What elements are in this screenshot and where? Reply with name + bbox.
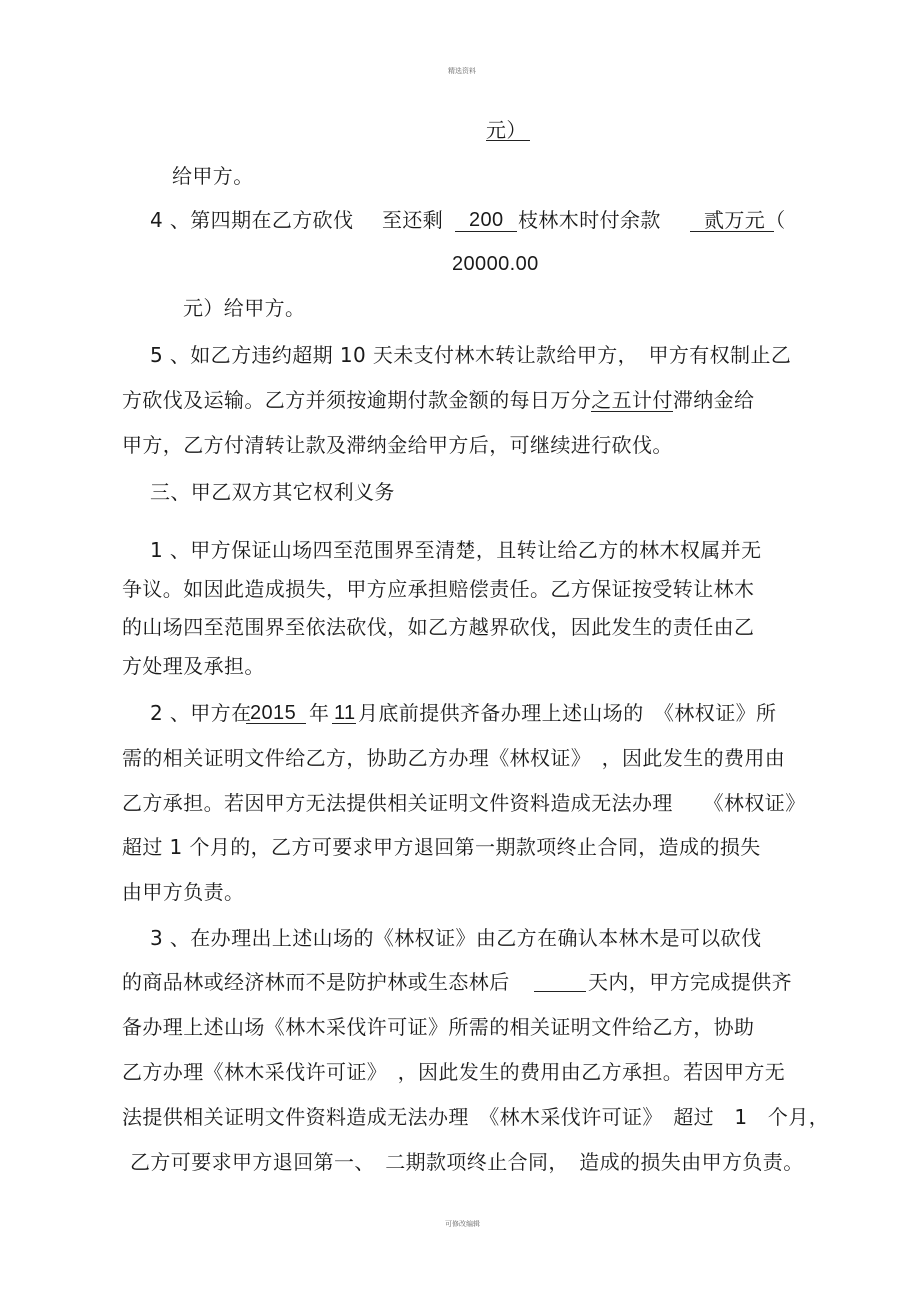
text-line xyxy=(122,388,754,412)
text-line: 元）给甲方。 xyxy=(183,296,306,320)
text-line: 枝林木时付余款 xyxy=(518,208,661,232)
text-line: 法提供相关证明文件资料造成无法办理 《林木采伐许可证》 超过 1 个月， xyxy=(122,1105,830,1129)
text-line: 5 、如乙方违约超期 10 天未支付林木转让款给甲方， 甲方有权制止乙 xyxy=(150,343,792,367)
text-line: 的商品林或经济林而不是防护林或生态林后 xyxy=(122,970,510,994)
filled-blank-value: 之五计付 xyxy=(591,388,673,412)
underline xyxy=(332,723,356,724)
text-line: 的山场四至范围界至依法砍伐，如乙方越界砍伐，因此发生的责任由乙 xyxy=(122,615,755,639)
text-line: 月底前提供齐备办理上述山场的 《林权证》所 xyxy=(358,701,777,725)
text-line: 备办理上述山场《林木采伐许可证》所需的相关证明文件给乙方，协助 xyxy=(122,1015,755,1039)
footer-note: 可修改编辑 xyxy=(445,1220,480,1228)
underline xyxy=(534,991,586,992)
text-line: 超过 1 个月的，乙方可要求甲方退回第一期款项终止合同，造成的损失 xyxy=(122,835,761,859)
filled-blank-value: 2015 xyxy=(250,702,297,724)
line-fragment: 方砍伐及运输。乙方并须按逾期付款金额的每日万分 xyxy=(122,388,592,412)
text-line: 4 、第四期在乙方砍伐 xyxy=(150,208,354,232)
text-line: 乙方办理《林木采伐许可证》 ，因此发生的费用由乙方承担。若因甲方无 xyxy=(122,1060,786,1084)
text-line: 甲方，乙方付清转让款及滞纳金给甲方后，可继续进行砍伐。 xyxy=(122,433,673,457)
section-heading: 三、甲乙双方其它权利义务 xyxy=(150,480,395,504)
text-line: 争议。如因此造成损失，甲方应承担赔偿责任。乙方保证按受转让林木 xyxy=(122,577,755,601)
filled-blank-value: 200 xyxy=(469,209,504,231)
text-line: 由甲方负责。 xyxy=(122,880,245,904)
underline xyxy=(455,231,517,232)
text-line xyxy=(486,118,527,142)
line-fragment: 滞纳金给 xyxy=(672,388,755,412)
text-line: 需的相关证明文件给乙方，协助乙方办理《林权证》 ，因此发生的费用由 xyxy=(122,746,786,770)
underline xyxy=(486,140,530,141)
text-line: 天内，甲方完成提供齐 xyxy=(588,970,792,994)
text-line: 给甲方。 xyxy=(172,164,254,188)
filled-blank-value: 贰万元（ xyxy=(704,208,786,232)
text-line: 1 、甲方保证山场四至范围界至清楚，且转让给乙方的林木权属并无 xyxy=(150,538,762,562)
text-line: 方处理及承担。 xyxy=(122,654,265,678)
text-line: 3 、在办理出上述山场的《林权证》由乙方在确认本林木是可以砍伐 xyxy=(150,926,762,950)
header-note: 精选资料 xyxy=(448,67,476,75)
text-line: 乙方承担。若因甲方无法提供相关证明文件资料造成无法办理 《林权证》 xyxy=(122,791,806,815)
text-line: 年 xyxy=(309,701,330,725)
line-fragment: 元） xyxy=(486,118,527,142)
underline xyxy=(246,723,306,724)
text-line: 至还剩 xyxy=(382,208,444,232)
text-line: 2 、甲方在 xyxy=(150,701,252,725)
text-line: 乙方可要求甲方退回第一、 二期款项终止合同， 造成的损失由甲方负责。 xyxy=(130,1150,804,1174)
filled-blank-value: 11 xyxy=(334,702,356,724)
underline xyxy=(690,231,774,232)
amount-value: 20000.00 xyxy=(452,253,539,275)
